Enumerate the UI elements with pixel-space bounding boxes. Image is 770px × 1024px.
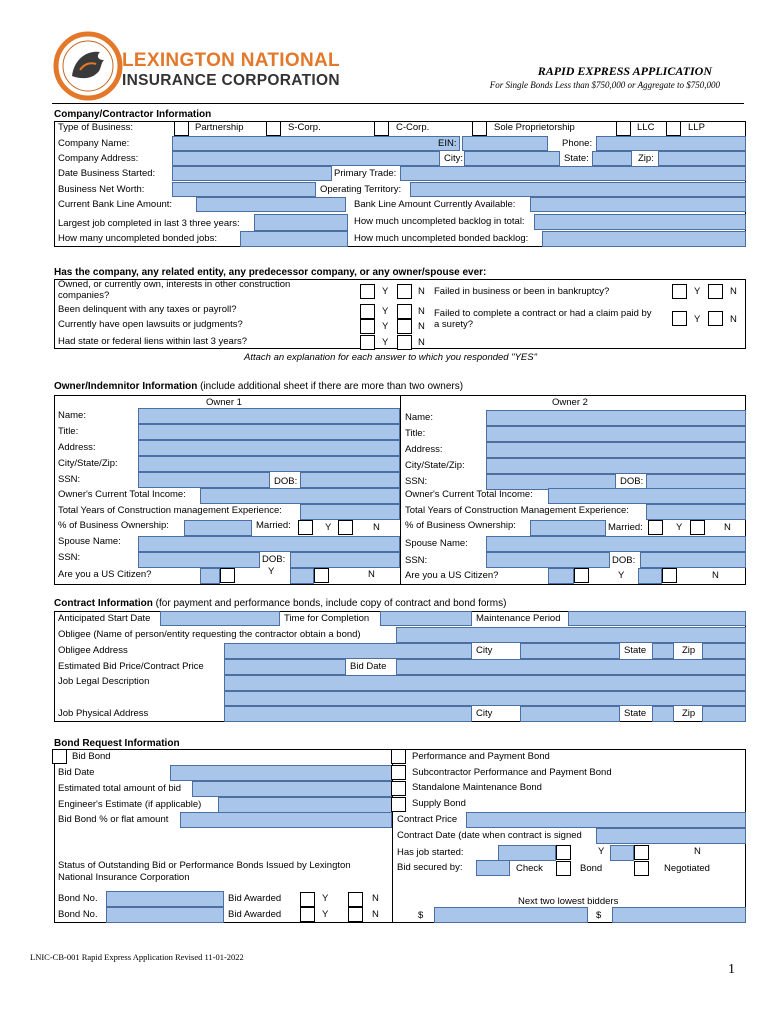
uncompleted-bonded-backlog-label: How much uncompleted bonded backlog: — [354, 233, 529, 244]
physical-state-field[interactable] — [652, 706, 674, 722]
est-total-field[interactable] — [192, 781, 392, 797]
owner2-married-yes-checkbox[interactable] — [648, 520, 663, 535]
owner2-csz-field[interactable] — [486, 458, 746, 474]
bid-awarded-1-no-checkbox[interactable] — [348, 892, 363, 907]
state-label: State: — [564, 153, 589, 164]
owner2-citizen-field[interactable] — [548, 568, 574, 584]
owner-divider — [400, 395, 401, 585]
territory-field[interactable] — [410, 182, 746, 197]
bid-awarded-2-yes-checkbox[interactable] — [300, 907, 315, 922]
owner1-ssn-label: SSN: — [58, 474, 81, 485]
obligee-zip-label: Zip — [682, 645, 696, 656]
owner1-heading: Owner 1 — [206, 397, 242, 408]
owner2-pct-field[interactable] — [530, 520, 606, 536]
legal-description-field-2[interactable] — [224, 691, 746, 706]
secured-negotiated-label: Negotiated — [664, 863, 710, 874]
q5-no-checkbox[interactable] — [708, 284, 723, 299]
owner2-address-label: Address: — [405, 444, 443, 455]
bid-bond-label: Bid Bond — [72, 751, 111, 762]
date-started-field[interactable] — [172, 166, 332, 181]
owner1-income-field[interactable] — [200, 488, 400, 504]
obligee-state-label: State — [624, 645, 647, 656]
q6-no-checkbox[interactable] — [708, 311, 723, 326]
contract-price-label: Contract Price — [397, 814, 458, 825]
bid-awarded-1-yes-checkbox[interactable] — [300, 892, 315, 907]
q4-yes-checkbox[interactable] — [360, 335, 375, 350]
owner1-citizen-label: Are you a US Citizen? — [58, 569, 152, 580]
secured-check-label: Check — [516, 863, 543, 874]
q3-no-checkbox[interactable] — [397, 319, 412, 334]
job-started-yes-checkbox[interactable] — [556, 845, 571, 860]
owner1-married-yes-label: Y — [325, 522, 332, 533]
supply-bond-checkbox[interactable] — [391, 797, 406, 812]
owner1-pct-field[interactable] — [184, 520, 252, 536]
q6-label-line1: Failed to complete a contract or had a claim paid by — [434, 308, 652, 319]
owner2-married-no-checkbox[interactable] — [690, 520, 705, 535]
obligee-address-label: Obligee Address — [58, 645, 128, 656]
secured-check-checkbox[interactable] — [556, 861, 571, 876]
owner2-married-label: Married: — [608, 522, 643, 533]
status-label-line2: National Insurance Corporation — [58, 872, 190, 883]
owner1-csz-field[interactable] — [138, 456, 400, 472]
owner1-title-field[interactable] — [138, 424, 400, 440]
uncompleted-bonded-backlog-field[interactable] — [542, 231, 746, 247]
owner2-name-field[interactable] — [486, 410, 746, 426]
q5-yes-label: Y — [694, 286, 701, 297]
obligee-address-field[interactable] — [224, 643, 472, 659]
owner1-married-no-checkbox[interactable] — [338, 520, 353, 535]
owner1-citizen-no-checkbox[interactable] — [314, 568, 329, 583]
owner1-address-field[interactable] — [138, 440, 400, 456]
owner1-citizen-no-label: N — [368, 569, 375, 580]
bid-bond-checkbox[interactable] — [52, 749, 67, 764]
bid-awarded-2-no-label: N — [372, 909, 379, 920]
business-type-label: Type of Business: — [58, 122, 133, 133]
owner2-spouse-ssn-label: SSN: — [405, 555, 428, 566]
maintenance-period-label: Maintenance Period — [476, 613, 561, 624]
q1-label-line2: companies? — [58, 290, 110, 301]
job-started-label: Has job started: — [397, 847, 464, 858]
physical-address-field[interactable] — [224, 706, 472, 722]
owner2-married-yes-label: Y — [676, 522, 683, 533]
owner2-income-field[interactable] — [548, 488, 746, 504]
q1-no-label: N — [418, 286, 425, 297]
owner2-citizen-no-label: N — [712, 570, 719, 581]
llc-checkbox[interactable] — [616, 121, 631, 136]
bid-awarded-1-no-label: N — [372, 893, 379, 904]
ein-label: EIN: — [438, 138, 457, 149]
phone-field[interactable] — [596, 136, 746, 151]
owner2-spouse-dob-label: DOB: — [612, 555, 636, 566]
obligee-field[interactable] — [396, 627, 746, 643]
zip-label: Zip: — [638, 153, 654, 164]
bid-awarded-2-yes-label: Y — [322, 909, 329, 920]
secured-bond-label: Bond — [580, 863, 603, 874]
contract-heading: Contract Information — [54, 598, 153, 609]
owner1-dob-field[interactable] — [300, 472, 400, 488]
physical-zip-field[interactable] — [702, 706, 746, 722]
maintenance-period-field[interactable] — [568, 611, 746, 626]
maintenance-bond-label: Standalone Maintenance Bond — [412, 782, 542, 793]
form-subtitle: For Single Bonds Less than $750,000 or Aggregate to $750,000 — [489, 80, 720, 90]
bond-bid-date-field[interactable] — [170, 765, 392, 781]
q2-no-label: N — [418, 306, 425, 317]
owner2-income-label: Owner's Current Total Income: — [405, 489, 533, 500]
primary-trade-field[interactable] — [400, 166, 746, 181]
uncompleted-jobs-field[interactable] — [240, 231, 348, 247]
owner2-citizen-label: Are you a US Citizen? — [405, 570, 499, 581]
largest-job-field[interactable] — [254, 214, 348, 231]
partnership-label: Partnership — [195, 122, 244, 133]
owner1-name-field[interactable] — [138, 408, 400, 424]
bond-no-1-field[interactable] — [106, 891, 224, 907]
owner1-spouse-label: Spouse Name: — [58, 536, 121, 547]
q4-no-checkbox[interactable] — [397, 335, 412, 350]
bond-no-1-label: Bond No. — [58, 893, 98, 904]
bidder-2-dollar: $ — [596, 910, 602, 921]
physical-state-label: State — [624, 708, 647, 719]
scorp-label: S-Corp. — [288, 122, 321, 133]
company-section-heading: Company/Contractor Information — [54, 109, 212, 120]
sub-perf-label: Subcontractor Performance and Payment Bond — [412, 767, 612, 778]
owner1-spouse-ssn-field[interactable] — [138, 552, 260, 568]
q6-label-line2: a surety? — [434, 319, 474, 330]
owner1-citizen-yes-label: Y — [268, 566, 275, 577]
physical-city-field[interactable] — [520, 706, 620, 722]
job-started-yes-label: Y — [598, 846, 605, 857]
completion-time-field[interactable] — [380, 611, 472, 626]
ccorp-label: C-Corp. — [396, 122, 430, 133]
owner1-spouse-ssn-label: SSN: — [58, 552, 81, 563]
bank-avail-field[interactable] — [530, 197, 746, 212]
bid-price-field[interactable] — [224, 659, 346, 675]
est-total-label: Estimated total amount of bid — [58, 783, 182, 794]
zip-field[interactable] — [658, 151, 746, 166]
bank-avail-label: Bank Line Amount Currently Available: — [354, 199, 516, 210]
bid-secured-field[interactable] — [476, 860, 510, 876]
llp-label: LLP — [688, 122, 705, 133]
owner-heading-note: (include additional sheet if there are more than two owners) — [200, 381, 464, 392]
owner2-name-label: Name: — [405, 412, 433, 423]
q1-label-line1: Owned, or currently own, interests in other construction — [58, 279, 291, 290]
net-worth-field[interactable] — [172, 182, 316, 197]
logo-line-2: INSURANCE CORPORATION — [122, 72, 340, 89]
owner2-heading: Owner 2 — [552, 397, 588, 408]
contract-date-field[interactable] — [596, 828, 746, 844]
job-started-no-checkbox[interactable] — [634, 845, 649, 860]
contract-heading-row — [54, 598, 506, 609]
q6-yes-checkbox[interactable] — [672, 311, 687, 326]
primary-trade-label: Primary Trade: — [334, 168, 397, 179]
q1-yes-checkbox[interactable] — [360, 284, 375, 299]
owner2-married-no-label: N — [724, 522, 731, 533]
sub-perf-checkbox[interactable] — [391, 765, 406, 780]
perf-payment-label: Performance and Payment Bond — [412, 751, 550, 762]
owner1-pct-label: % of Business Ownership: — [58, 520, 169, 531]
owner1-years-label: Total Years of Construction management Experience: — [58, 505, 282, 516]
owner2-citizen-gap-field[interactable] — [638, 568, 662, 584]
q1-no-checkbox[interactable] — [397, 284, 412, 299]
llp-checkbox[interactable] — [666, 121, 681, 136]
engineer-estimate-field[interactable] — [218, 797, 392, 813]
company-address-field[interactable] — [172, 151, 440, 166]
maintenance-bond-checkbox[interactable] — [391, 781, 406, 796]
owner2-ssn-label: SSN: — [405, 476, 428, 487]
sole-prop-label: Sole Proprietorship — [494, 122, 575, 133]
owner1-title-label: Title: — [58, 426, 79, 437]
uncompleted-jobs-label: How many uncompleted bonded jobs: — [58, 233, 217, 244]
job-started-no-label: N — [694, 846, 701, 857]
owner2-spouse-field[interactable] — [486, 536, 746, 552]
completion-time-label: Time for Completion — [284, 613, 370, 624]
form-title: RAPID EXPRESS APPLICATION — [537, 64, 712, 78]
bond-bid-date-label: Bid Date — [58, 767, 95, 778]
ccorp-checkbox[interactable] — [374, 121, 389, 136]
sole-prop-checkbox[interactable] — [472, 121, 487, 136]
q4-yes-label: Y — [382, 337, 389, 348]
physical-address-label: Job Physical Address — [58, 708, 149, 719]
owner1-spouse-dob-field[interactable] — [290, 552, 400, 568]
owner2-spouse-ssn-field[interactable] — [486, 552, 610, 568]
footer-code: LNIC-CB-001 Rapid Express Application Revised 11-01-2022 — [30, 952, 244, 962]
status-label-line1: Status of Outstanding Bid or Performance Bonds Issued by Lexington — [58, 860, 351, 871]
owner2-spouse-label: Spouse Name: — [405, 538, 468, 549]
owner2-csz-label: City/State/Zip: — [405, 460, 465, 471]
q4-label: Had state or federal liens within last 3 years? — [58, 336, 248, 347]
owner1-csz-label: City/State/Zip: — [58, 458, 118, 469]
contract-heading-note: (for payment and performance bonds, include copy of contract and bond forms) — [155, 598, 507, 609]
bidder-1-field[interactable] — [434, 907, 588, 923]
job-started-gap-field[interactable] — [610, 845, 634, 861]
obligee-zip-field[interactable] — [702, 643, 746, 659]
owner1-address-label: Address: — [58, 442, 96, 453]
q3-yes-checkbox[interactable] — [360, 319, 375, 334]
company-name-field[interactable] — [172, 136, 460, 151]
q3-no-label: N — [418, 321, 425, 332]
contract-bid-date-field[interactable] — [396, 659, 746, 675]
job-started-field[interactable] — [498, 845, 556, 861]
company-logo — [52, 30, 352, 102]
bank-line-field[interactable] — [196, 197, 346, 212]
scorp-checkbox[interactable] — [266, 121, 281, 136]
perf-payment-checkbox[interactable] — [391, 749, 406, 764]
q3-yes-label: Y — [382, 321, 389, 332]
obligee-label: Obligee (Name of person/entity requesting the contractor obtain a bond) — [58, 629, 361, 640]
engineer-estimate-label: Engineer's Estimate (if applicable) — [58, 799, 202, 810]
owner1-dob-label: DOB: — [274, 476, 298, 487]
q3-label: Currently have open lawsuits or judgments? — [58, 319, 243, 330]
owner-heading: Owner/Indemnitor Information — [54, 381, 198, 392]
q2-no-checkbox[interactable] — [397, 304, 412, 319]
uncompleted-backlog-label: How much uncompleted backlog in total: — [354, 216, 525, 227]
owner2-citizen-yes-checkbox[interactable] — [574, 568, 589, 583]
bid-pct-field[interactable] — [180, 812, 392, 828]
supply-bond-label: Supply Bond — [412, 798, 466, 809]
q2-yes-label: Y — [382, 306, 389, 317]
obligee-city-label: City — [476, 645, 493, 656]
logo-line-1: LEXINGTON NATIONAL — [122, 50, 340, 71]
bank-line-label: Current Bank Line Amount: — [58, 199, 173, 210]
next-bidders-label: Next two lowest bidders — [518, 896, 619, 907]
q5-no-label: N — [730, 286, 737, 297]
owner2-years-label: Total Years of Construction Management Experience: — [405, 505, 629, 516]
net-worth-label: Business Net Worth: — [58, 184, 145, 195]
owner-heading-row — [54, 381, 463, 392]
owner2-years-field[interactable] — [646, 504, 746, 520]
bond-heading: Bond Request Information — [54, 738, 180, 749]
owner1-married-label: Married: — [256, 520, 291, 531]
contract-bid-date-label: Bid Date — [350, 661, 387, 672]
questions-note: Attach an explanation for each answer to which you responded "YES" — [244, 352, 537, 363]
company-name-label: Company Name: — [58, 138, 130, 149]
owner1-citizen-gap-field[interactable] — [290, 568, 314, 584]
q6-no-label: N — [730, 314, 737, 325]
territory-label: Operating Territory: — [320, 184, 402, 195]
q2-yes-checkbox[interactable] — [360, 304, 375, 319]
start-date-label: Anticipated Start Date — [58, 613, 151, 624]
secured-bond-checkbox[interactable] — [634, 861, 649, 876]
owner2-title-field[interactable] — [486, 426, 746, 442]
llc-label: LLC — [637, 122, 655, 133]
owner1-married-yes-checkbox[interactable] — [298, 520, 313, 535]
q5-label: Failed in business or been in bankruptcy? — [434, 286, 610, 297]
owner1-name-label: Name: — [58, 410, 86, 421]
q4-no-label: N — [418, 337, 425, 348]
owner2-citizen-no-checkbox[interactable] — [662, 568, 677, 583]
city-field[interactable] — [464, 151, 560, 166]
partnership-checkbox[interactable] — [174, 121, 189, 136]
bidder-2-field[interactable] — [612, 907, 746, 923]
bid-price-label: Estimated Bid Price/Contract Price — [58, 661, 204, 672]
owner1-years-field[interactable] — [300, 504, 400, 520]
physical-city-label: City — [476, 708, 493, 719]
owner2-pct-label: % of Business Ownership: — [405, 520, 516, 531]
bid-pct-label: Bid Bond % or flat amount — [58, 814, 169, 825]
owner2-dob-label: DOB: — [620, 476, 644, 487]
owner1-ssn-field[interactable] — [138, 472, 270, 488]
owner1-citizen-field[interactable] — [200, 568, 220, 584]
city-label: City: — [444, 153, 463, 164]
page-number: 1 — [728, 962, 735, 977]
legal-description-field-1[interactable] — [224, 675, 746, 691]
uncompleted-backlog-field[interactable] — [534, 214, 746, 230]
ein-field[interactable] — [462, 136, 548, 151]
owner2-address-field[interactable] — [486, 442, 746, 458]
start-date-field[interactable] — [160, 611, 280, 626]
owner2-citizen-yes-label: Y — [618, 570, 625, 581]
q2-label: Been delinquent with any taxes or payroll? — [58, 304, 237, 315]
bid-awarded-2-label: Bid Awarded — [228, 909, 282, 920]
date-started-label: Date Business Started: — [58, 168, 156, 179]
largest-job-label: Largest job completed in last 3 three years: — [58, 218, 240, 229]
header-divider — [52, 103, 744, 104]
bid-awarded-1-label: Bid Awarded — [228, 893, 282, 904]
obligee-city-field[interactable] — [520, 643, 620, 659]
bid-secured-label: Bid secured by: — [397, 862, 463, 873]
bond-no-2-label: Bond No. — [58, 909, 98, 920]
state-field[interactable] — [592, 151, 632, 166]
questions-heading: Has the company, any related entity, any predecessor company, or any owner/spouse ever: — [54, 267, 487, 278]
owner1-spouse-field[interactable] — [138, 536, 400, 552]
owner2-spouse-dob-field[interactable] — [640, 552, 746, 568]
physical-zip-label: Zip — [682, 708, 696, 719]
bid-awarded-1-yes-label: Y — [322, 893, 329, 904]
q1-yes-label: Y — [382, 286, 389, 297]
owner1-income-label: Owner's Current Total Income: — [58, 489, 186, 500]
company-address-label: Company Address: — [58, 153, 139, 164]
contract-price-field[interactable] — [466, 812, 746, 828]
owner1-spouse-dob-label: DOB: — [262, 554, 286, 565]
contract-date-label: Contract Date (date when contract is signed — [397, 830, 582, 841]
bond-no-2-field[interactable] — [106, 907, 224, 923]
phone-label: Phone: — [562, 138, 593, 149]
bid-awarded-2-no-checkbox[interactable] — [348, 907, 363, 922]
lion-emblem-icon — [52, 30, 124, 102]
legal-description-label: Job Legal Description — [58, 676, 150, 687]
owner1-married-no-label: N — [373, 522, 380, 533]
bidder-1-dollar: $ — [418, 910, 424, 921]
owner1-citizen-yes-checkbox[interactable] — [220, 568, 235, 583]
q6-yes-label: Y — [694, 314, 701, 325]
owner2-title-label: Title: — [405, 428, 426, 439]
obligee-state-field[interactable] — [652, 643, 674, 659]
q5-yes-checkbox[interactable] — [672, 284, 687, 299]
